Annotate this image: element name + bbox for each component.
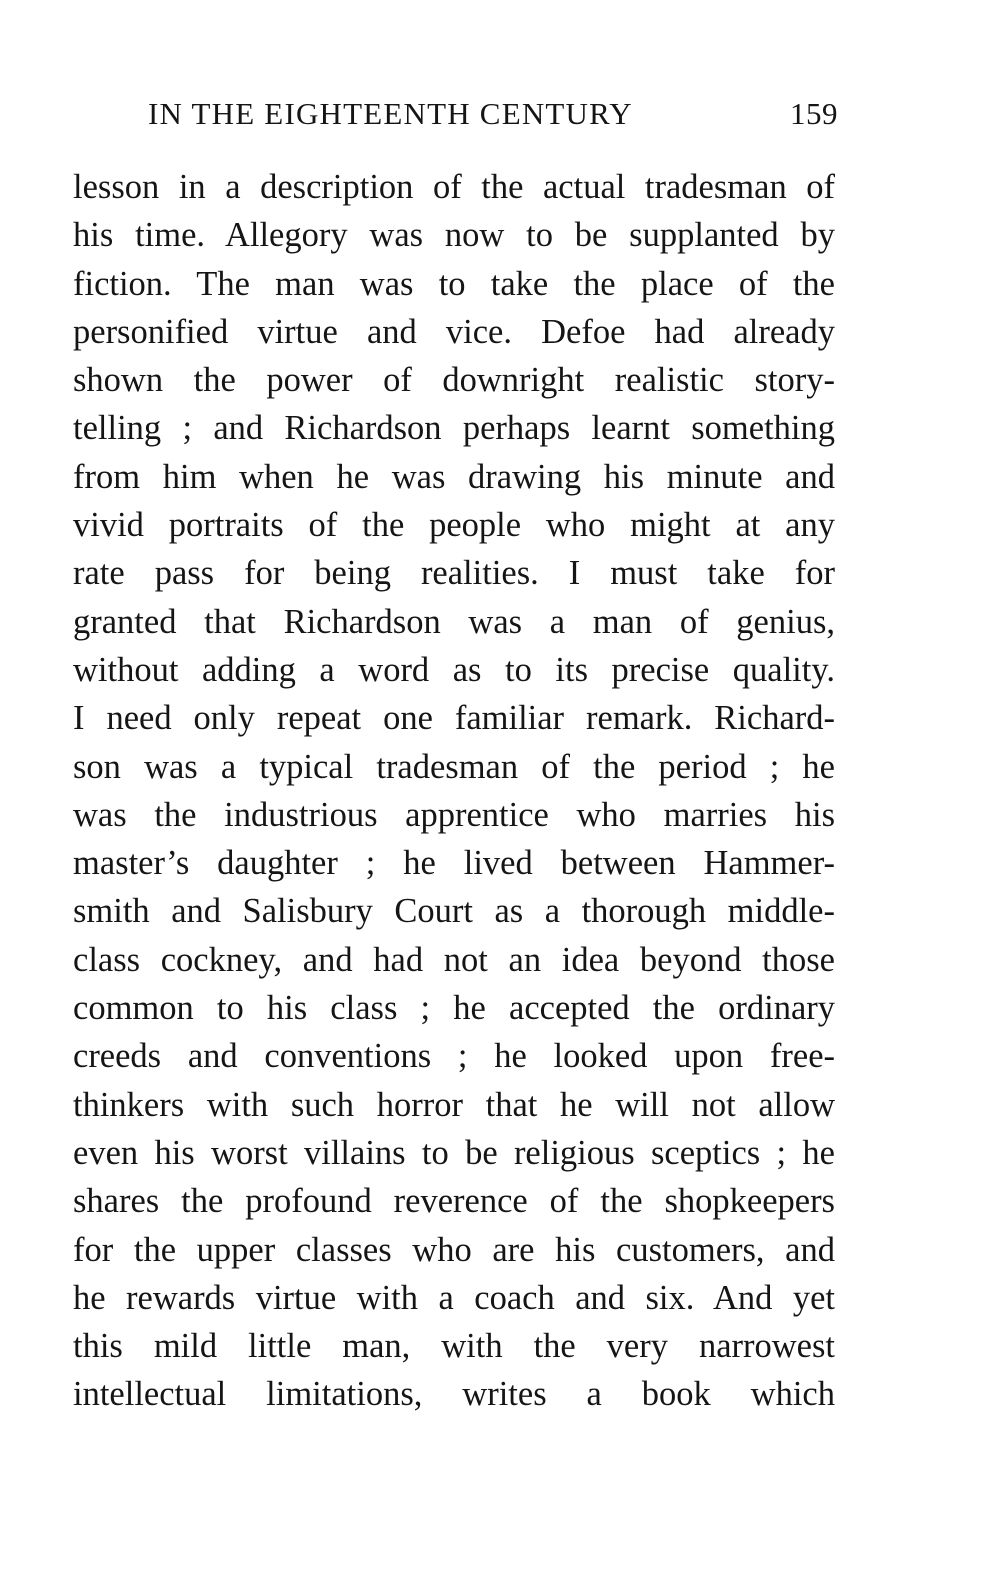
text-line: master’s daughter ; he lived between Hammer-: [73, 844, 835, 883]
text-line: vivid portraits of the people who might at any: [73, 506, 835, 545]
text-line: fiction. The man was to take the place of the: [73, 264, 835, 303]
text-line: son was a typical tradesman of the period ; he: [73, 747, 835, 786]
text-line: for the upper classes who are his customers, and: [73, 1230, 835, 1269]
text-line: was the industrious apprentice who marries his: [73, 795, 835, 834]
text-line: he rewards virtue with a coach and six. And yet: [73, 1278, 835, 1317]
text-line: rate pass for being realities. I must take for: [73, 554, 835, 593]
text-line: his time. Allegory was now to be supplanted by: [73, 216, 835, 255]
text-line: from him when he was drawing his minute and: [73, 457, 835, 496]
text-line: shown the power of downright realistic story-: [73, 361, 835, 400]
text-line: class cockney, and had not an idea beyond those: [73, 940, 835, 979]
text-line: thinkers with such horror that he will not allow: [73, 1085, 835, 1124]
text-line: personified virtue and vice. Defoe had already: [73, 312, 835, 351]
text-line: without adding a word as to its precise quality.: [73, 650, 835, 689]
page-number: 159: [790, 96, 838, 131]
text-line: intellectual limitations, writes a book which: [73, 1375, 835, 1414]
text-line: smith and Salisbury Court as a thorough middle-: [73, 892, 835, 931]
running-head-title: IN THE EIGHTEENTH CENTURY: [148, 96, 633, 131]
text-line: lesson in a description of the actual tradesman of: [73, 168, 835, 206]
text-line: this mild little man, with the very narrowest: [73, 1327, 835, 1366]
text-line: creeds and conventions ; he looked upon free-: [73, 1037, 835, 1076]
text-line: I need only repeat one familiar remark. Richard-: [73, 699, 835, 738]
text-line: telling ; and Richardson perhaps learnt something: [73, 409, 835, 448]
text-line: common to his class ; he accepted the ordinary: [73, 989, 835, 1028]
running-head: [148, 96, 838, 142]
body-text: [73, 163, 835, 1419]
text-line: granted that Richardson was a man of genius,: [73, 602, 835, 641]
text-line: shares the profound reverence of the shopkeepers: [73, 1182, 835, 1221]
text-line: even his worst villains to be religious sceptics ; he: [73, 1133, 835, 1172]
